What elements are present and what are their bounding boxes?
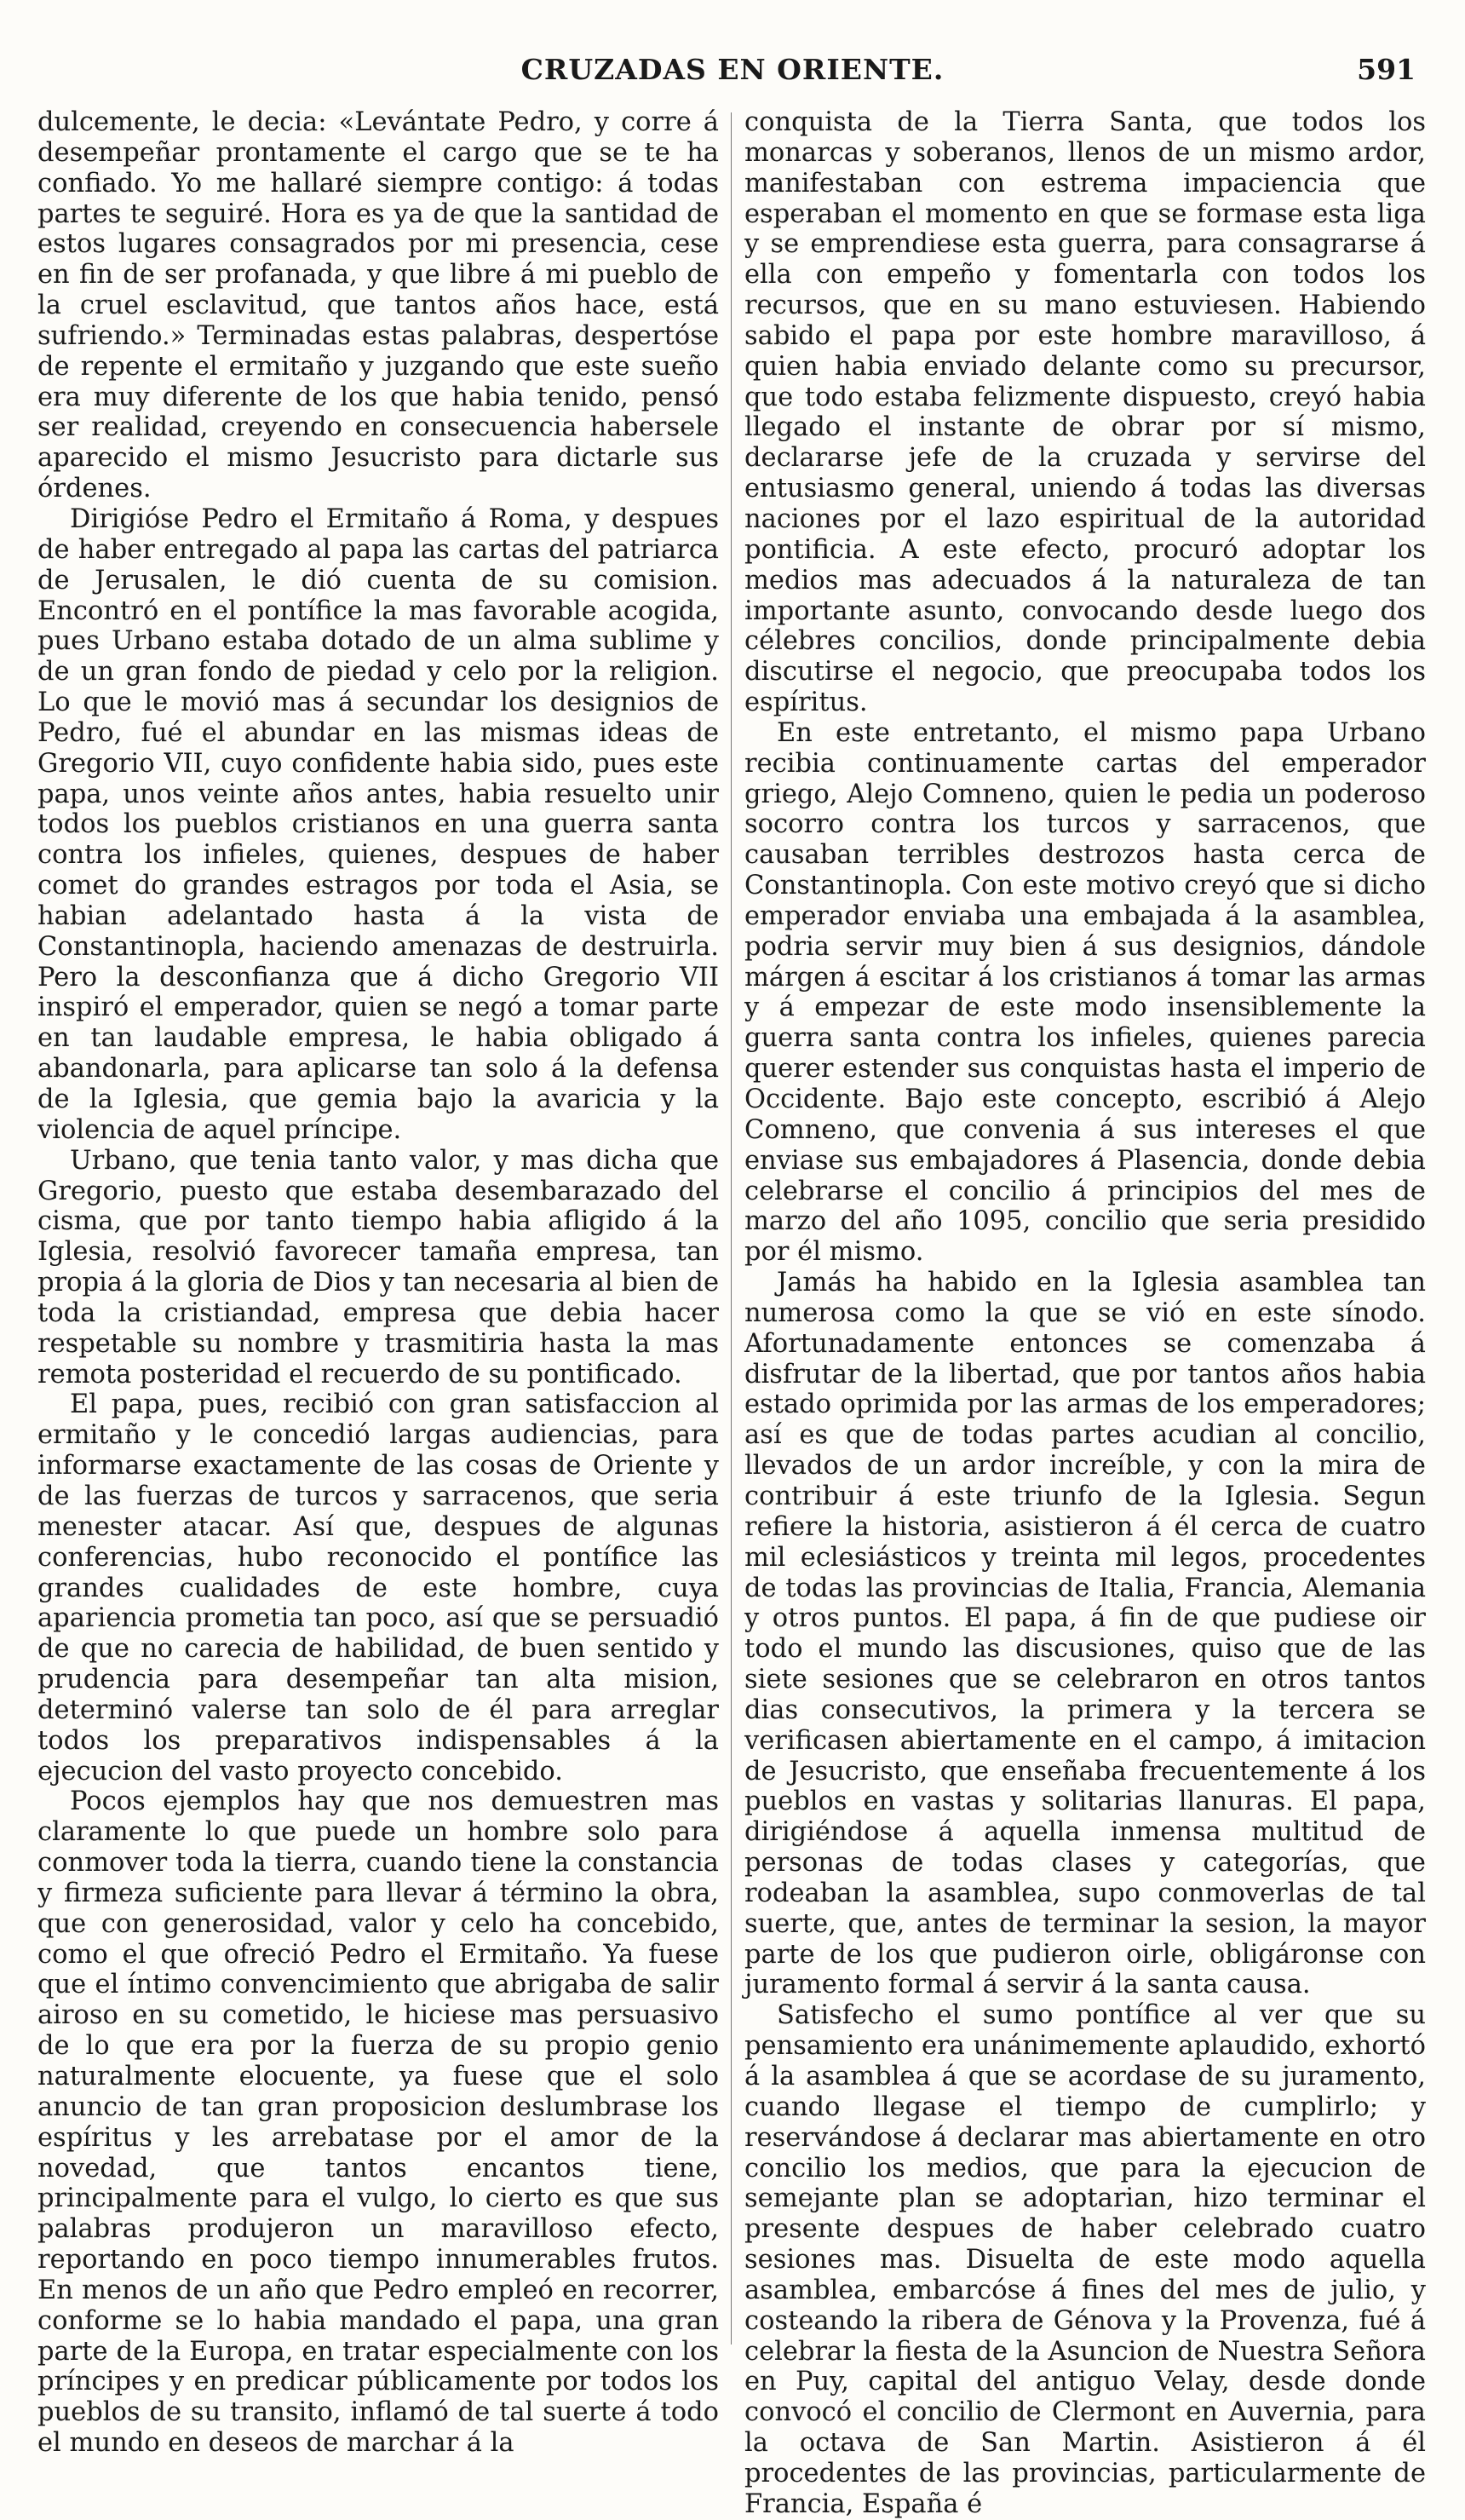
left-column xyxy=(37,107,719,2459)
paragraph: conquista de la Tierra Santa, que todos los monarcas y soberanos, llenos de un mismo ardor, manifestaban con estrema impaciencia que esperaban el momento en que se formase esta liga y se emprendiese esta guerra, para consagrarse á ella con empeño y fomentarla con todos los recursos, que en su mano estuviesen. Habiendo sabido el papa por este hombre maravilloso, á quien habia enviado delante como su precursor, que todo estaba felizmente dispuesto, creyó habia llegado el instante de obrar por sí mismo, declararse jefe de la cruzada y servirse del entusiasmo general, uniendo á todas las diversas naciones por el lazo espiritual de la autoridad pontificia. A este efecto, procuró adoptar los medios mas adecuados á la naturaleza de tan importante asunto, convocando desde luego dos célebres concilios, donde principalmente debia discutirse el negocio, que preocupaba todos los espíritus. xyxy=(744,107,1426,718)
paragraph: Satisfecho el sumo pontífice al ver que su pensamiento era unánimemente aplaudido, exhortó á la asamblea á que se acordase de su juramento, cuando llegase el tiempo de cumplirlo; y reservándose á declarar mas abiertamente en otro concilio los medios, que para la ejecucion de semejante plan se adoptarian, hizo terminar el presente despues de haber celebrado cuatro sesiones mas. Disuelta de este modo aquella asamblea, embarcóse á fines del mes de julio, y costeando la ribera de Génova y la Provenza, fué á celebrar la fiesta de la Asuncion de Nuestra Señora en Puy, capital del antiguo Velay, desde donde convocó el concilio de Clermont en Auvernia, para la octava de San Martin. Asistieron á él procedentes de las provincias, particularmente de Francia, España é xyxy=(744,2000,1426,2519)
running-title: CRUZADAS EN ORIENTE. xyxy=(520,53,945,86)
paragraph: dulcemente, le decia: «Levántate Pedro, y corre á desempeñar prontamente el cargo que se te ha confiado. Yo me hallaré siempre contigo: á todas partes te seguiré. Hora es ya de que la santidad de estos lugares consagrados por mi presencia, cese en fin de ser profanada, y que libre á mi pueblo de la cruel esclavitud, que tantos años hace, está sufriendo.» Terminadas estas palabras, despertóse de repente el ermitaño y juzgando que este sueño era muy diferente de los que habia tenido, pensó ser realidad, creyendo en consecuencia habersele aparecido el mismo Jesucristo para dictarle sus órdenes. xyxy=(37,107,719,504)
paragraph: El papa, pues, recibió con gran satisfaccion al ermitaño y le concedió largas audiencias, para informarse exactamente de las cosas de Oriente y de las fuerzas de turcos y sarracenos, que seria menester atacar. Así que, despues de algunas conferencias, hubo reconocido el pontífice las grandes cualidades de este hombre, cuya apariencia prometia tan poco, así que se persuadió de que no carecia de habilidad, de buen sentido y prudencia para desempeñar tan alta mision, determinó valerse tan solo de él para arreglar todos los preparativos indispensables á la ejecucion del vasto proyecto concebido. xyxy=(37,1389,719,1786)
paragraph: En este entretanto, el mismo papa Urbano recibia continuamente cartas del emperador griego, Alejo Comneno, quien le pedia un poderoso socorro contra los turcos y sarracenos, que causaban terribles destrozos hasta cerca de Constantinopla. Con este motivo creyó que si dicho emperador enviaba una embajada á la asamblea, podria servir muy bien á sus designios, dándole márgen á escitar á los cristianos á tomar las armas y á empezar de este modo insensiblemente la guerra santa contra los infieles, quienes parecia querer estender sus conquistas hasta el imperio de Occidente. Bajo este concepto, escribió á Alejo Comneno, que convenia á sus intereses el que enviase sus embajadores á Plasencia, donde debia celebrarse el concilio á principios del mes de marzo del año 1095, concilio que seria presidido por él mismo. xyxy=(744,717,1426,1268)
column-divider xyxy=(731,112,732,2345)
page-number: 591 xyxy=(1357,53,1416,86)
running-head xyxy=(0,53,1465,95)
paragraph: Dirigióse Pedro el Ermitaño á Roma, y despues de haber entregado al papa las cartas del patriarca de Jerusalen, le dió cuenta de su comision. Encontró en el pontífice la mas favorable acogida, pues Urbano estaba dotado de un alma sublime y de un gran fondo de piedad y celo por la religion. Lo que le movió mas á secundar los designios de Pedro, fué el abundar en las mismas ideas de Gregorio VII, cuyo confidente habia sido, pues este papa, unos veinte años antes, habia resuelto unir todos los pueblos cristianos en una guerra santa contra los infieles, quienes, despues de haber comet do grandes estragos por toda el Asia, se habian adelantado hasta á la vista de Constantinopla, haciendo amenazas de destruirla. Pero la desconfianza que á dicho Gregorio VII inspiró el emperador, quien se negó a tomar parte en tan laudable empresa, le habia obligado á abandonarla, para aplicarse tan solo á la defensa de la Iglesia, que gemia bajo la avaricia y la violencia de aquel príncipe. xyxy=(37,503,719,1145)
paragraph: Urbano, que tenia tanto valor, y mas dicha que Gregorio, puesto que estaba desembarazado del cisma, que por tanto tiempo habia afligido á la Iglesia, resolvió favorecer tamaña empresa, tan propia á la gloria de Dios y tan necesaria al bien de toda la cristiandad, empresa que debia hacer respetable su nombre y trasmitiria hasta la mas remota posteridad el recuerdo de su pontificado. xyxy=(37,1145,719,1389)
paragraph: Pocos ejemplos hay que nos demuestren mas claramente lo que puede un hombre solo para conmover toda la tierra, cuando tiene la constancia y firmeza suficiente para llevar á término la obra, que con generosidad, valor y celo ha concebido, como el que ofreció Pedro el Ermitaño. Ya fuese que el íntimo convencimiento que abrigaba de salir airoso en su cometido, le hiciese mas persuasivo de lo que era por la fuerza de su propio genio naturalmente elocuente, ya fuese que el solo anuncio de tan gran proposicion deslumbrase los espíritus y les arrebatase por el amor de la novedad, que tantos encantos tiene, principalmente para el vulgo, lo cierto es que sus palabras produjeron un maravilloso efecto, reportando en poco tiempo innumerables frutos. En menos de un año que Pedro empleó en recorrer, conforme se lo habia mandado el papa, una gran parte de la Europa, en tratar especialmente con los príncipes y en predicar públicamente por todos los pueblos de su transito, inflamó de tal suerte á todo el mundo en deseos de marchar á la xyxy=(37,1786,719,2459)
right-column xyxy=(744,107,1426,2520)
paragraph: Jamás ha habido en la Iglesia asamblea tan numerosa como la que se vió en este sínodo. Afortunadamente entonces se comenzaba á disfrutar de la libertad, que por tantos años habia estado oprimida por las armas de los emperadores; así es que de todas partes acudian al concilio, llevados de un ardor increíble, y con la mira de contribuir á este triunfo de la Iglesia. Segun refiere la historia, asistieron á él cerca de cuatro mil eclesiásticos y treinta mil legos, procedentes de todas las provincias de Italia, Francia, Alemania y otros puntos. El papa, á fin de que pudiese oir todo el mundo las discusiones, quiso que de las siete sesiones que se celebraron en otros tantos dias consecutivos, la primera y la tercera se verificasen abiertamente en el campo, á imitacion de Jesucristo, que enseñaba frecuentemente á los pueblos en vastas y solitarias llanuras. El papa, dirigiéndose á aquella inmensa multitud de personas de todas clases y categorías, que rodeaban la asamblea, supo conmoverlas de tal suerte, que, antes de terminar la sesion, la mayor parte de los que pudieron oirle, obligáronse con juramento formal á servir á la santa causa. xyxy=(744,1268,1426,2000)
